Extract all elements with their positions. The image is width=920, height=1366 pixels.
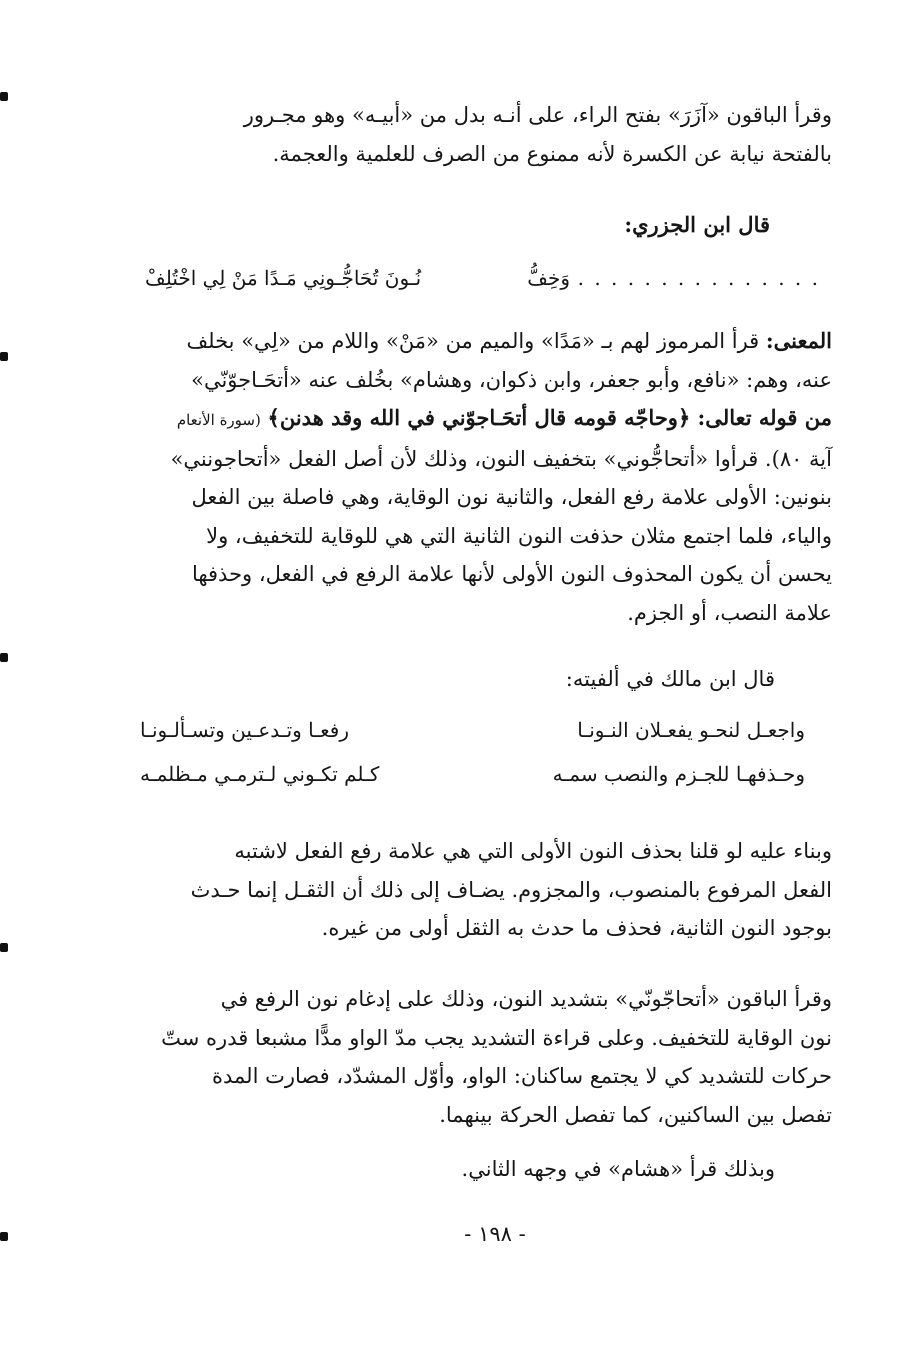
scan-mark bbox=[0, 943, 8, 952]
section-heading: قال ابن مالك في ألفيته: bbox=[565, 667, 775, 691]
verse-hemistich-left: رفعـا وتـدعـين وتسـألـونـا bbox=[140, 718, 349, 742]
text-line: عنه، وهم: «نافع، وأبو جعفر، وابن ذكوان، وهشام» بخُلف عنه «أتحَـاجوّنّي» bbox=[191, 367, 832, 392]
page-number: - ١٩٨ - bbox=[464, 1222, 526, 1246]
quran-verse-line: من قوله تعالى: ﴿وحاجّه قومه قال أتحَـاجوّني في الله وقد هدنن﴾ bbox=[267, 405, 832, 430]
paragraph-azar bbox=[135, 96, 832, 173]
scan-mark bbox=[0, 653, 8, 662]
text-line: وبناء عليه لو قلنا بحذف النون الأولى التي هي علامة رفع الفعل لاشتبه bbox=[234, 839, 832, 863]
scan-mark bbox=[0, 92, 8, 101]
text-line: والياء، فلما اجتمع مثلان حذفت النون الثانية التي هي للوقاية للتخفيف، ولا bbox=[206, 523, 832, 548]
surah-citation: (سورة الأنعام bbox=[176, 411, 261, 429]
text-line bbox=[135, 322, 832, 361]
section-heading: قال ابن الجزري: bbox=[624, 212, 770, 237]
text-line: بالفتحة نيابة عن الكسرة لأنه ممنوع من الصرف للعلمية والعجمة. bbox=[272, 141, 832, 166]
verse-hemistich-right: واجعـل لنحـو يفعـلان النـونـا bbox=[577, 718, 805, 742]
text-line: الفعل المرفوع بالمنصوب، والمجزوم. يضـاف إلى ذلك أن الثقـل إنما حـدث bbox=[190, 877, 832, 902]
alfiyya-verse-1 bbox=[140, 718, 805, 754]
verse-hemistich-left: كـلم تكـوني لـترمـي مـظلمـه bbox=[140, 762, 380, 786]
text-line: حركات للتشديد كي لا يجتمع ساكنان: الواو، وأوّل المشدّد، فصارت المدة bbox=[212, 1064, 832, 1088]
paragraph-hisham bbox=[135, 1150, 775, 1189]
alfiyya-verse-2 bbox=[140, 762, 805, 798]
text-line: وقرأ الباقون «آزَرَ» بفتح الراء، على أنـه بدل من «أبيـه» وهو مجـرور bbox=[243, 103, 832, 127]
poem-verse bbox=[145, 266, 820, 302]
text-line: تفصل بين الساكنين، كما تفصل الحركة بينهما. bbox=[439, 1102, 832, 1127]
paragraph-consequence bbox=[135, 832, 832, 948]
text-line bbox=[135, 399, 832, 440]
text-line: وبذلك قرأ «هشام» في وجهه الثاني. bbox=[461, 1157, 775, 1181]
text-line: آية ٨٠). قرأوا «أتحاجُّوني» بتخفيف النون، وذلك لأن أصل الفعل «أتحاجونني» bbox=[170, 446, 832, 471]
meaning-label: المعنى: bbox=[765, 328, 832, 353]
verse-dots: . . . . . . . . . . . . . . . bbox=[577, 266, 820, 290]
text-line: بنونين: الأولى علامة رفع الفعل، والثانية نون الوقاية، وهي فاصلة بين الفعل bbox=[191, 485, 832, 509]
text-line: بوجود النون الثانية، فحذف ما حدث به الثقل أولى من غيره. bbox=[321, 916, 832, 940]
paragraph-meaning bbox=[135, 322, 832, 632]
text-line: علامة النصب، أو الجزم. bbox=[627, 600, 832, 625]
paragraph-tashdid bbox=[135, 980, 832, 1134]
verse-text: نُـونَ تُحَاجُّـونِي مَـدًا مَنْ لِي اخْتُلِفْ bbox=[145, 266, 422, 290]
text-line: يحسن أن يكون المحذوف النون الأولى لأنها علامة الرفع في الفعل، وحذفها bbox=[191, 562, 832, 586]
scan-mark bbox=[0, 352, 8, 361]
verse-word: وَخِفُّ bbox=[527, 266, 570, 290]
verse-hemistich-right: وحـذفهـا للجـزم والنصب سمـه bbox=[552, 762, 805, 786]
text-line: نون الوقاية للتخفيف. وعلى قراءة التشديد يجب مدّ الواو مدًّا مشبعا قدره ستّ bbox=[161, 1025, 832, 1050]
text-line: وقرأ الباقون «أتحاجّونّي» بتشديد النون، وذلك على إدغام نون الرفع في bbox=[220, 987, 832, 1011]
text-fragment: قرأ المرموز لهم بـ «مَدًا» والميم من «مَنْ» واللام من «لِي» بخلف bbox=[186, 329, 760, 353]
